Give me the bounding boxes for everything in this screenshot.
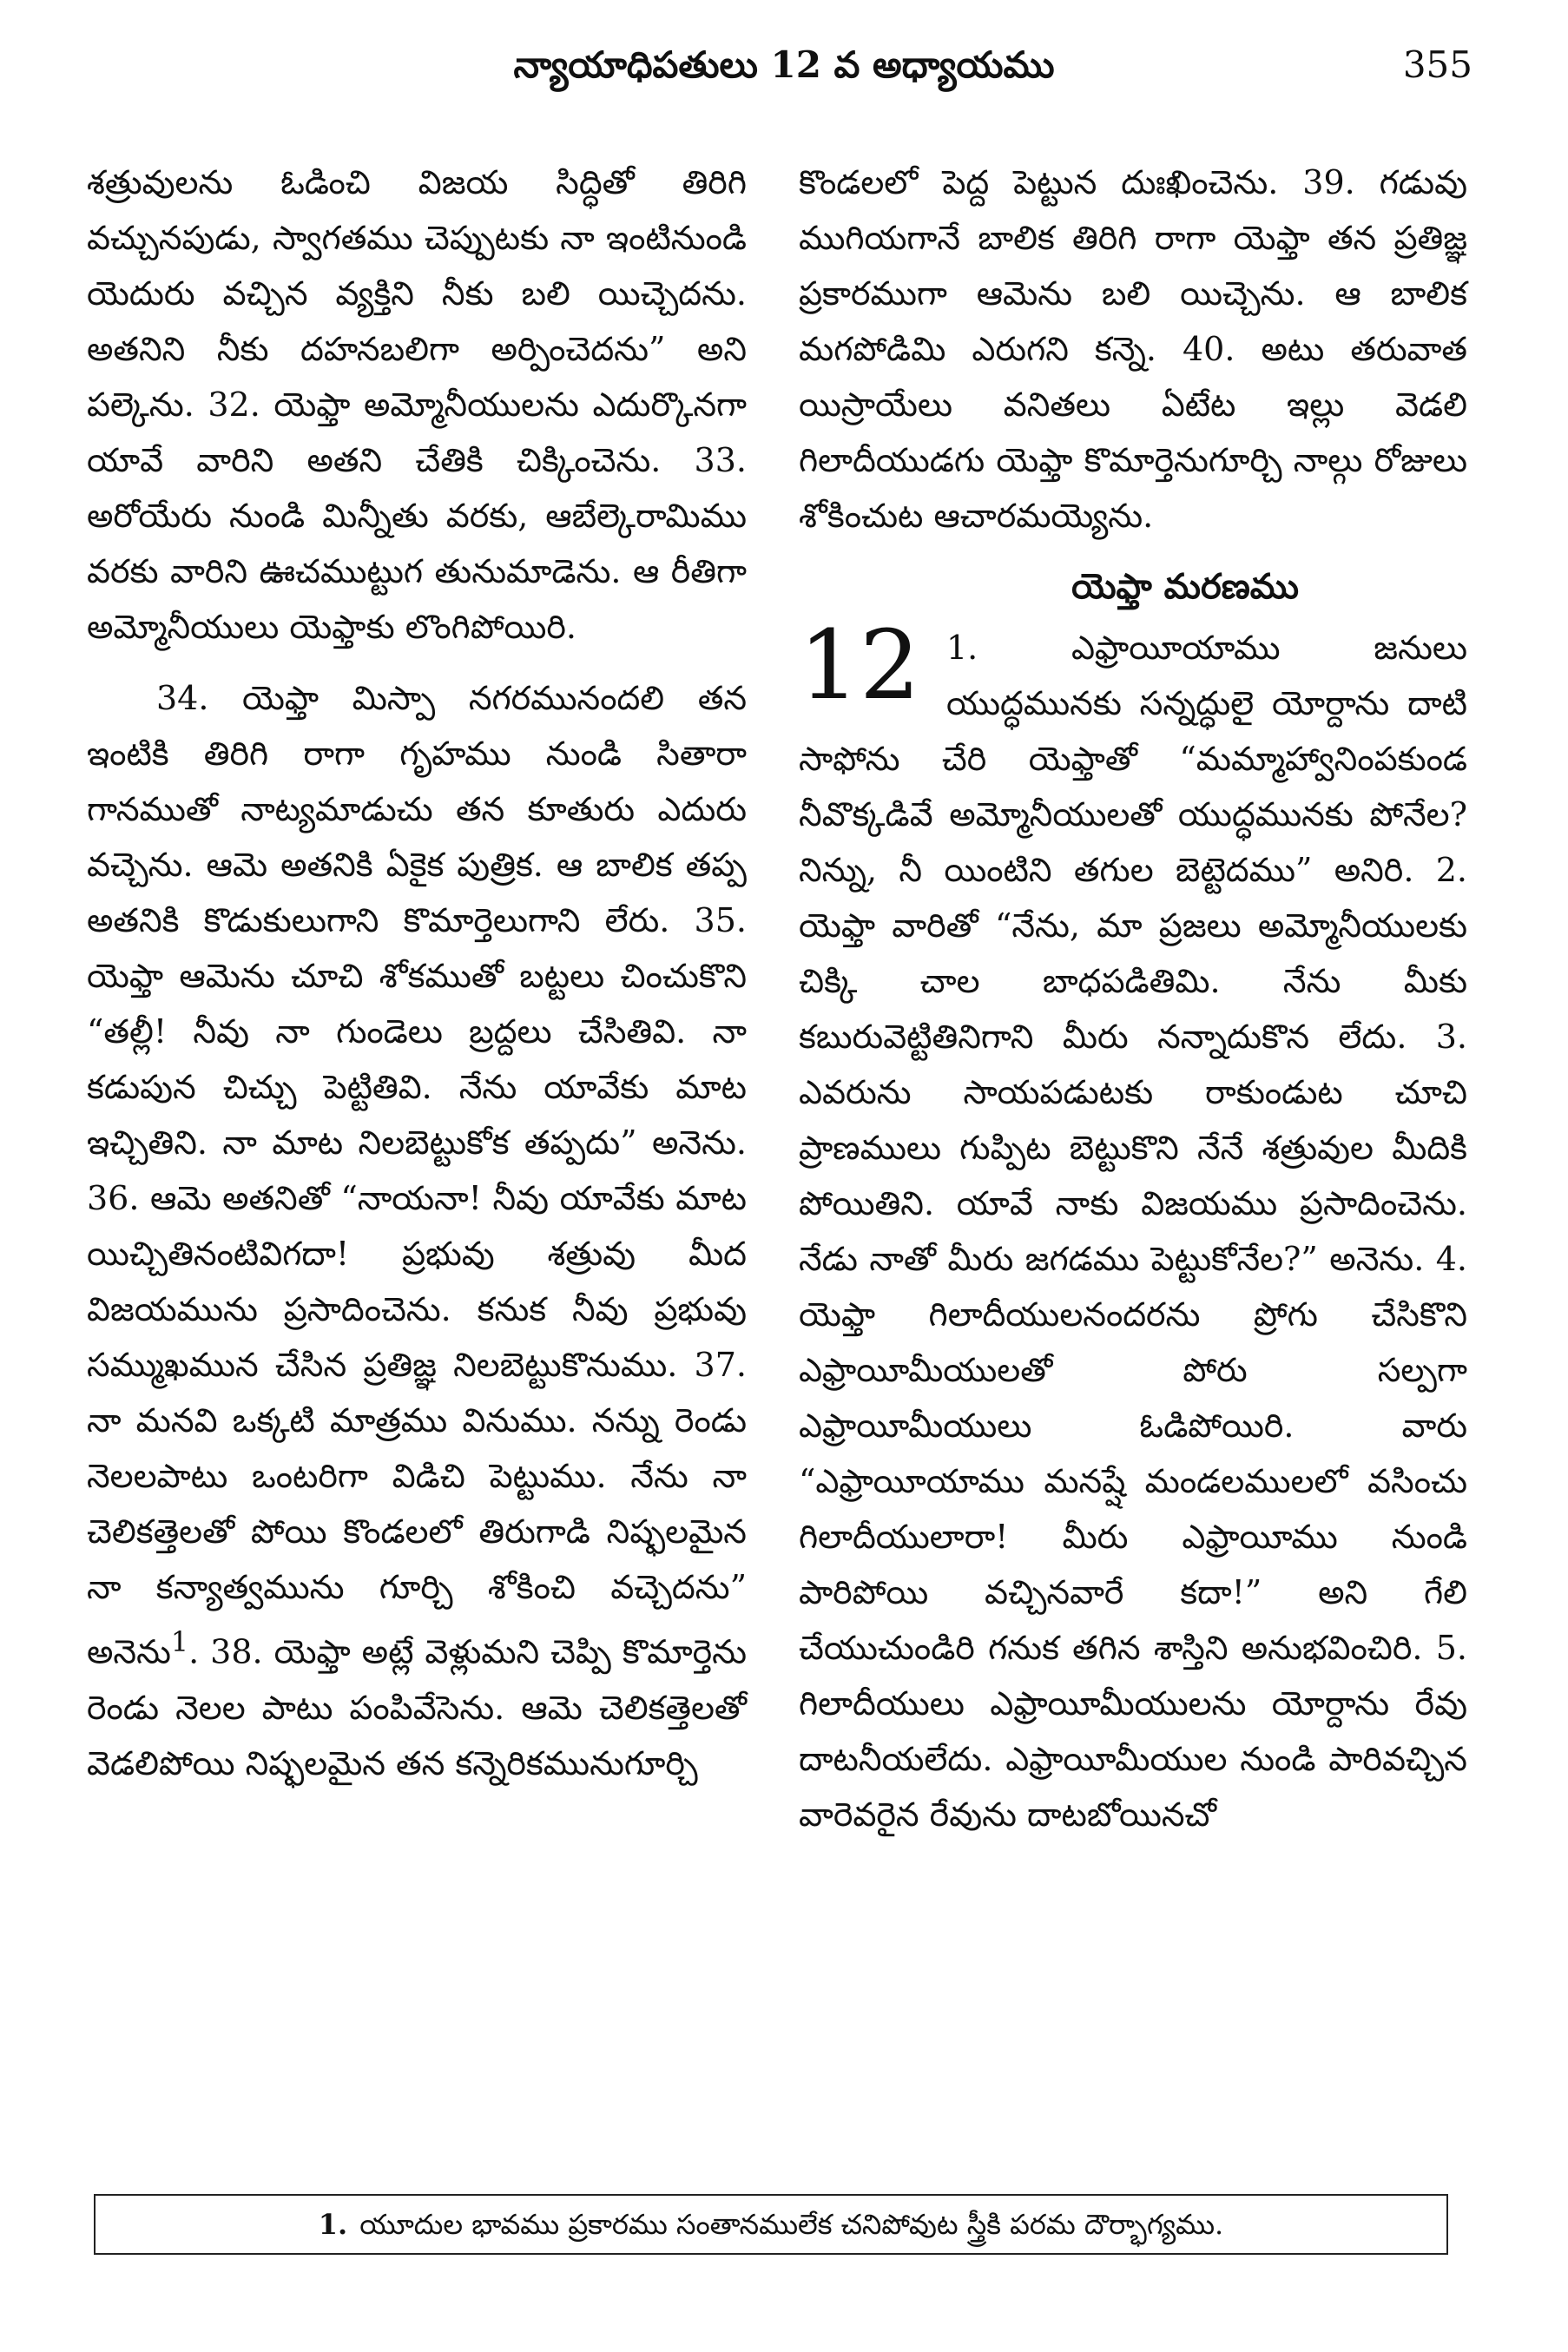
chapter-number: 12 bbox=[799, 609, 920, 721]
left-paragraph-2 bbox=[87, 670, 747, 1791]
right-paragraph-1: కొండలలో పెద్ద పెట్టున దుఃఖించెను. 39. గడువు ముగియగానే బాలిక తిరిగి రాగా యెఫ్తా తన ప్రతిజ్ఞ ప్రకారముగా ఆమెను బలి యిచ్చెను. ఆ బాలిక మగపోడిమి ఎరుగని కన్నె. 40. అటు తరువాత యిస్రాయేలు వనితలు ఏటేట ఇల్లు వెడలి గిలాదీయుడగు యెఫ్తా కొమార్తెనుగూర్చి నాల్గు రోజులు శోకించుట ఆచారమయ్యెను. bbox=[799, 163, 1467, 535]
section-heading: యెఫ్తా మరణము bbox=[1071, 566, 1299, 607]
right-paragraph-2 bbox=[799, 609, 1467, 1842]
chapter-title: న్యాయాధిపతులు 12 వ అధ్యాయము bbox=[513, 43, 1055, 86]
footnote-box bbox=[94, 2194, 1448, 2255]
left-column bbox=[87, 155, 747, 1807]
page-number: 355 bbox=[1402, 43, 1472, 86]
footnote-number: 1. bbox=[318, 2208, 348, 2241]
paragraph-text-cont: . 38. యెఫ్తా అట్లే వెళ్లుమని చెప్పి కొమార్తెను రెండు నెలల పాటు పంపివేసెను. ఆమె చెలికత్తెలతో వెడలిపోయి నిష్ఫలమైన తన కన్నెరికమునుగూర్చి bbox=[87, 1632, 747, 1782]
page-header bbox=[96, 43, 1472, 104]
footnote-text: యూదుల భావము ప్రకారము సంతానములేక చనిపోవుట స్త్రీకి పరమ దౌర్భాగ్యము. bbox=[359, 2208, 1224, 2241]
paragraph-text: 34. యెఫ్తా మిస్పా నగరమునందలి తన ఇంటికి తిరిగి రాగా గృహము నుండి సితారా గానముతో నాట్యమాడుచు తన కూతురు ఎదురు వచ్చెను. ఆమె అతనికి ఏకైక పుత్రిక. ఆ బాలిక తప్ప అతనికి కొడుకులుగాని కొమార్తెలుగాని లేరు. 35. యెఫ్తా ఆమెను చూచి శోకముతో బట్టలు చించుకొని “తల్లీ! నీవు నా గుండెలు బ్రద్దలు చేసితివి. నా కడుపున చిచ్చు పెట్టితివి. నేను యావేకు మాట ఇచ్చితిని. నా మాట నిలబెట్టుకోక తప్పదు” అనెను. 36. ఆమె అతనితో “నాయనా! నీవు యావేకు మాట యిచ్చితినంటివిగదా! ప్రభువు శత్రువు మీద విజయమును ప్రసాదించెను. కనుక నీవు ప్రభువు సమ్ముఖమున చేసిన ప్రతిజ్ఞ నిలబెట్టుకొనుము. 37. నా మనవి ఒక్కటి మాత్రము వినుము. నన్ను రెండు నెలలపాటు ఒంటరిగా విడిచి పెట్టుము. నేను నా చెలికత్తెలతో పోయి కొండలలో తిరుగాడి నిష్ఫలమైన నా కన్యాత్వమును గూర్చి శోకించి వచ్చెదను” అనెను bbox=[87, 679, 747, 1671]
footnote-ref: 1 bbox=[170, 1627, 189, 1658]
paragraph-text: 1. ఎఫ్రాయీయాము జనులు యుద్ధమునకు సన్నద్ధులై యోర్దాను దాటి సాఫోను చేరి యెఫ్తాతో “మమ్మాహ్వానింపకుండ నీవొక్కడివే అమ్మోనీయులతో యుద్ధమునకు పోనేల? నిన్ను, నీ యింటిని తగుల బెట్టెదము” అనిరి. 2. యెఫ్తా వారితో “నేను, మా ప్రజలు అమ్మోనీయులకు చిక్కి చాల బాధపడితిమి. నేను మీకు కబురువెట్టితినిగాని మీరు నన్నాదుకొన లేదు. 3. ఎవరును సాయపడుటకు రాకుండుట చూచి ప్రాణములు గుప్పిట బెట్టుకొని నేనే శత్రువుల మీదికి పోయితిని. యావే నాకు విజయము ప్రసాదించెను. నేడు నాతో మీరు జగడము పెట్టుకోనేల?” అనెను. 4. యెఫ్తా గిలాదీయులనందరను ప్రోగు చేసికొని ఎఫ్రాయీమీయులతో పోరు సల్పగా ఎఫ్రాయీమీయులు ఓడిపోయిరి. వారు “ఎఫ్రాయీయాము మనష్షే మండలములలో వసించు గిలాదీయులారా! మీరు ఎఫ్రాయీము నుండి పారిపోయి వచ్చినవారే కదా!” అని గేలి చేయుచుండిరి గనుక తగిన శాస్తిని అనుభవించిరి. 5. గిలాదీయులు ఎఫ్రాయీమీయులను యోర్దాను రేవు దాటనీయలేదు. ఎఫ్రాయీమీయుల నుండి పారివచ్చిన వారెవరైన రేవును దాటబోయినచో bbox=[799, 629, 1467, 1834]
left-paragraph-1: శత్రువులను ఓడించి విజయ సిద్ధితో తిరిగి వచ్చునపుడు, స్వాగతము చెప్పుటకు నా ఇంటినుండి యెదురు వచ్చిన వ్యక్తిని నీకు బలి యిచ్చెదను. అతనిని నీకు దహనబలిగా అర్పించెదను” అని పల్కెను. 32. యెఫ్తా అమ్మోనీయులను ఎదుర్కొనగా యావే వారిని అతని చేతికి చిక్కించెను. 33. అరోయేరు నుండి మిన్నీతు వరకు, ఆబేల్కెరామిము వరకు వారిని ఊచముట్టుగ తునుమాడెను. ఆ రీతిగా అమ్మోనీయులు యెఫ్తాకు లొంగిపోయిరి. bbox=[87, 163, 747, 646]
right-column bbox=[799, 155, 1467, 1858]
